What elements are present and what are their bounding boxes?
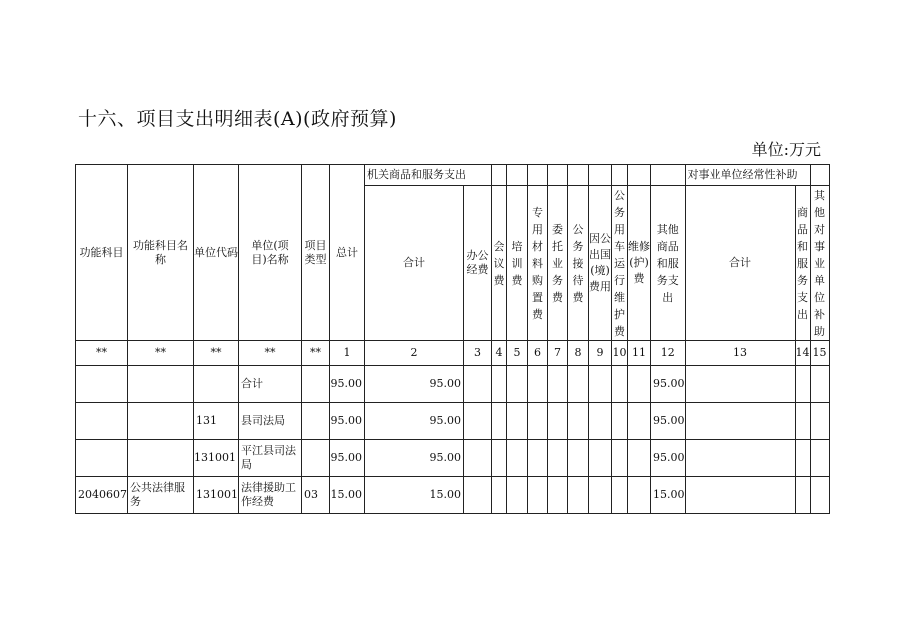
- header-commission: [548, 186, 568, 341]
- cell-func-code: [76, 366, 128, 403]
- cell-total: 95.00: [330, 366, 365, 403]
- header-office-text: 办公经费: [466, 249, 489, 276]
- cell-total: 95.00: [330, 440, 365, 477]
- cell-goods-total: 95.00: [365, 440, 464, 477]
- header-blank: [810, 165, 829, 186]
- cell-empty: [492, 440, 507, 477]
- cell-empty: [528, 477, 548, 514]
- index-cell: 10: [612, 341, 628, 366]
- index-cell: **: [128, 341, 194, 366]
- cell-unit-name-text: 法律援助工作经费: [241, 481, 296, 508]
- header-proj-type-text: 项目类型: [304, 238, 327, 266]
- cell-empty: [810, 403, 829, 440]
- cell-func-code: [76, 403, 128, 440]
- index-cell: 9: [589, 341, 612, 366]
- index-cell: 4: [492, 341, 507, 366]
- header-meeting-text: 会议费: [493, 239, 505, 287]
- index-cell: 3: [464, 341, 492, 366]
- index-cell: **: [194, 341, 239, 366]
- cell-empty: [568, 366, 589, 403]
- cell-empty: [795, 403, 810, 440]
- table-row: [76, 403, 830, 440]
- header-training: [507, 186, 528, 341]
- index-cell: 5: [507, 341, 528, 366]
- header-abroad: [589, 186, 612, 341]
- header-blank: [507, 165, 528, 186]
- cell-total: 15.00: [330, 477, 365, 514]
- cell-empty: [507, 440, 528, 477]
- cell-empty: [589, 366, 612, 403]
- header-blank: [528, 165, 548, 186]
- table-row: [76, 477, 830, 514]
- table-row: [76, 366, 830, 403]
- cell-empty: [492, 366, 507, 403]
- header-proj-type: [302, 165, 330, 341]
- header-goods-total: 合计: [365, 186, 464, 341]
- cell-empty: [589, 440, 612, 477]
- header-func-name: 功能科目名称: [128, 165, 194, 341]
- cell-empty: [810, 366, 829, 403]
- header-reception-text: 公务接待费: [572, 222, 584, 304]
- cell-func-code: 2040607: [76, 477, 128, 514]
- header-vehicle-text: 公务用车运行维护费: [614, 188, 625, 338]
- cell-empty: [464, 440, 492, 477]
- cell-unit-code: 131001: [194, 440, 239, 477]
- cell-empty: [548, 403, 568, 440]
- header-office: [464, 186, 492, 341]
- header-vehicle: [612, 186, 628, 341]
- index-cell: 2: [365, 341, 464, 366]
- cell-empty: [548, 366, 568, 403]
- header-unit-name-text: 单位(项目)名称: [251, 238, 289, 266]
- cell-empty: [612, 366, 628, 403]
- header-repair-text: 维修(护)费: [628, 240, 650, 285]
- header-other-goods: [651, 186, 686, 341]
- cell-other-goods: 95.00: [651, 403, 686, 440]
- cell-empty: [568, 477, 589, 514]
- header-training-text: 培训费: [511, 239, 523, 287]
- header-materials-text: 专用材料购置费: [532, 205, 543, 321]
- budget-table: [75, 164, 830, 514]
- table-row: [76, 440, 830, 477]
- cell-empty: [810, 440, 829, 477]
- index-cell: 7: [548, 341, 568, 366]
- header-group-subsidy: 对事业单位经常性补助: [685, 165, 810, 186]
- header-unit-code: 单位代码: [194, 165, 239, 341]
- cell-empty: [628, 366, 651, 403]
- cell-proj-type: [302, 403, 330, 440]
- index-row: [76, 341, 830, 366]
- cell-empty: [685, 403, 795, 440]
- header-subsidy-total: 合计: [685, 186, 795, 341]
- header-blank: [651, 165, 686, 186]
- cell-func-code: [76, 440, 128, 477]
- index-cell: 6: [528, 341, 548, 366]
- cell-empty: [507, 366, 528, 403]
- index-cell: 12: [651, 341, 686, 366]
- cell-empty: [810, 477, 829, 514]
- cell-empty: [464, 366, 492, 403]
- cell-empty: [589, 403, 612, 440]
- cell-empty: [612, 440, 628, 477]
- cell-empty: [548, 440, 568, 477]
- cell-func-name: [128, 403, 194, 440]
- cell-goods-total: 95.00: [365, 403, 464, 440]
- cell-goods-total: 15.00: [365, 477, 464, 514]
- cell-proj-type: [302, 440, 330, 477]
- cell-unit-name: [239, 440, 302, 477]
- header-subsidy-other: [810, 186, 829, 341]
- cell-func-name: [128, 366, 194, 403]
- cell-empty: [464, 403, 492, 440]
- index-cell: 11: [628, 341, 651, 366]
- header-meeting: [492, 186, 507, 341]
- cell-empty: [628, 440, 651, 477]
- cell-goods-total: 95.00: [365, 366, 464, 403]
- header-other-goods-text: 其他商品和服务支出: [656, 222, 679, 304]
- header-repair: [628, 186, 651, 341]
- header-blank: [548, 165, 568, 186]
- cell-proj-type: [302, 366, 330, 403]
- cell-empty: [628, 403, 651, 440]
- cell-unit-code: 131001: [194, 477, 239, 514]
- cell-empty: [568, 440, 589, 477]
- cell-other-goods: 15.00: [651, 477, 686, 514]
- cell-func-name: [128, 440, 194, 477]
- cell-empty: [507, 403, 528, 440]
- cell-unit-name: 合计: [239, 366, 302, 403]
- header-blank: [589, 165, 612, 186]
- header-total: 总计: [330, 165, 365, 341]
- cell-empty: [528, 366, 548, 403]
- cell-other-goods: 95.00: [651, 440, 686, 477]
- cell-empty: [612, 403, 628, 440]
- cell-unit-code: [194, 366, 239, 403]
- cell-empty: [685, 477, 795, 514]
- index-cell: 1: [330, 341, 365, 366]
- cell-empty: [795, 440, 810, 477]
- cell-proj-type: 03: [302, 477, 330, 514]
- cell-unit-name: 县司法局: [239, 403, 302, 440]
- cell-empty: [528, 403, 548, 440]
- cell-empty: [685, 440, 795, 477]
- header-materials: [528, 186, 548, 341]
- cell-unit-name-text: 平江县司法局: [241, 444, 296, 471]
- cell-empty: [492, 477, 507, 514]
- index-cell: **: [239, 341, 302, 366]
- cell-empty: [612, 477, 628, 514]
- cell-empty: [528, 440, 548, 477]
- cell-unit-name: [239, 477, 302, 514]
- cell-unit-code: 131: [194, 403, 239, 440]
- index-cell: 15: [810, 341, 829, 366]
- header-blank: [612, 165, 628, 186]
- header-group-goods: 机关商品和服务支出: [365, 165, 492, 186]
- header-blank: [568, 165, 589, 186]
- index-cell: 8: [568, 341, 589, 366]
- cell-empty: [795, 477, 810, 514]
- header-subsidy-goods-text: 商品和服务支出: [797, 205, 808, 321]
- cell-empty: [628, 477, 651, 514]
- index-cell: **: [302, 341, 330, 366]
- cell-empty: [492, 403, 507, 440]
- unit-label: 单位:万元: [751, 140, 821, 159]
- index-cell: **: [76, 341, 128, 366]
- cell-total: 95.00: [330, 403, 365, 440]
- header-row-1: [76, 165, 830, 186]
- cell-empty: [464, 477, 492, 514]
- header-blank: [492, 165, 507, 186]
- header-blank: [628, 165, 651, 186]
- cell-empty: [507, 477, 528, 514]
- header-reception: [568, 186, 589, 341]
- cell-empty: [685, 366, 795, 403]
- header-subsidy-other-text: 其他对事业单位补助: [814, 188, 825, 338]
- cell-empty: [795, 366, 810, 403]
- header-subsidy-goods: [795, 186, 810, 341]
- index-cell: 14: [795, 341, 810, 366]
- cell-func-name: 公共法律服务: [128, 477, 194, 514]
- cell-empty: [589, 477, 612, 514]
- cell-empty: [568, 403, 589, 440]
- cell-other-goods: 95.00: [651, 366, 686, 403]
- page-title: 十六、项目支出明细表(A)(政府预算): [78, 108, 397, 130]
- header-func-code: 功能科目: [76, 165, 128, 341]
- header-commission-text: 委托业务费: [552, 222, 563, 304]
- index-cell: 13: [685, 341, 795, 366]
- header-unit-name: [239, 165, 302, 341]
- header-abroad-text: 因公出国(境)费用: [589, 232, 611, 293]
- cell-empty: [548, 477, 568, 514]
